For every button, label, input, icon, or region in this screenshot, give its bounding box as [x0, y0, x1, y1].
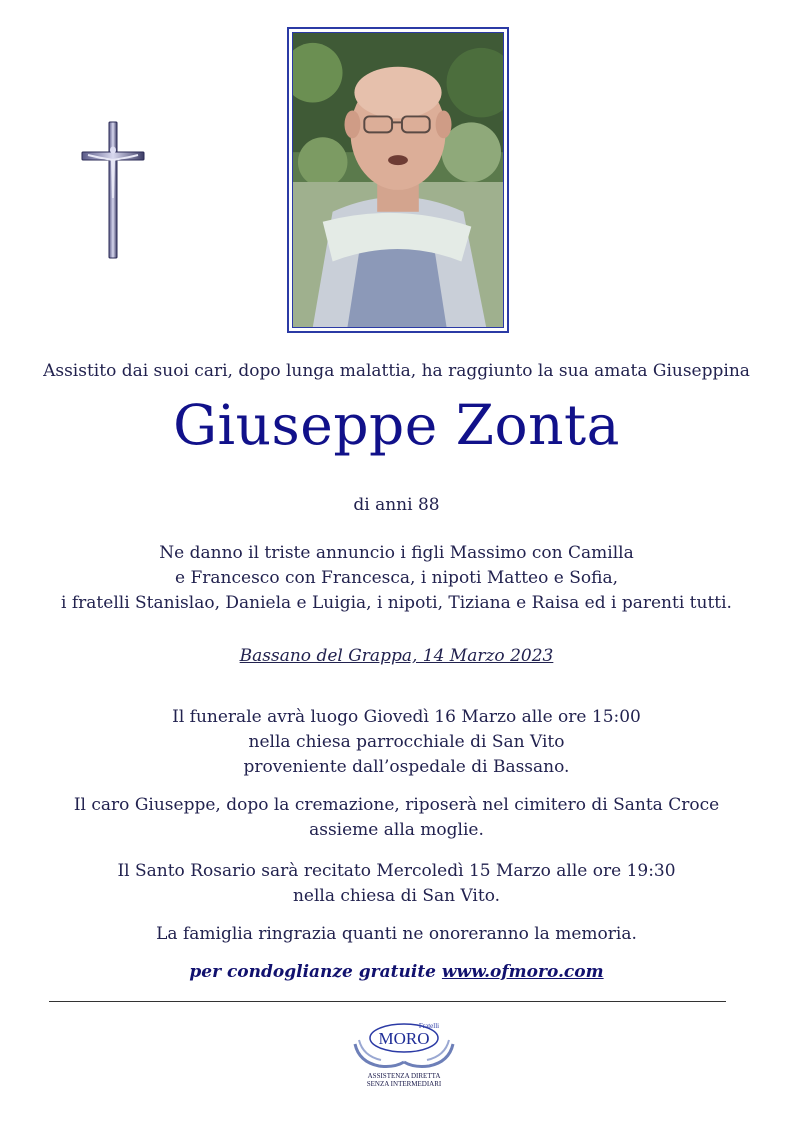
logo-brand-text: MORO [378, 1029, 430, 1048]
condolences-link[interactable]: www.ofmoro.com [441, 962, 604, 982]
intro-text: Assistito dai suoi cari, dopo lunga malattia, ha raggiunto la sua amata Giuseppina [43, 361, 750, 381]
portrait-photo [292, 32, 504, 328]
place-date: Bassano del Grappa, 14 Marzo 2023 [239, 646, 554, 666]
condolences-line [0, 962, 793, 982]
funeral-block [10, 705, 793, 780]
cremation-line: Il caro Giuseppe, dopo la cremazione, riposerà nel cimitero di Santa Croce [73, 795, 720, 815]
deceased-age: di anni 88 [353, 495, 440, 515]
announcement-block [0, 541, 793, 616]
cremation-block [0, 793, 793, 843]
portrait-photo-frame [287, 27, 509, 333]
deceased-name: Giuseppe Zonta [173, 393, 620, 457]
logo-small-text: Fratelli [418, 1022, 440, 1030]
divider [49, 1001, 726, 1002]
logo-tagline-2: SENZA INTERMEDIARI [366, 1080, 442, 1088]
funeral-home-logo [349, 1016, 459, 1088]
rosary-block [0, 859, 793, 909]
rosary-line: Il Santo Rosario sarà recitato Mercoledì 15 Marzo alle ore 19:30 [117, 861, 676, 881]
condolences-text: per condoglianze gratuite [189, 962, 436, 982]
thanks-text: La famiglia ringrazia quanti ne onoreranno la memoria. [156, 924, 637, 944]
funeral-line: proveniente dall’ospedale di Bassano. [243, 757, 570, 777]
rosary-line: nella chiesa di San Vito. [292, 886, 501, 906]
funeral-line: nella chiesa parrocchiale di San Vito [248, 732, 565, 752]
announcement-line: Ne danno il triste annuncio i figli Massimo con Camilla [159, 543, 634, 563]
announcement-line: e Francesco con Francesca, i nipoti Matteo e Sofia, [175, 568, 618, 588]
logo-tagline-1: ASSISTENZA DIRETTA [367, 1072, 441, 1080]
crucifix-icon [80, 120, 146, 260]
announcement-line: i fratelli Stanislao, Daniela e Luigia, i nipoti, Tiziana e Raisa ed i parenti tutti. [61, 593, 732, 613]
cremation-line: assieme alla moglie. [309, 820, 484, 840]
funeral-line: Il funerale avrà luogo Giovedì 16 Marzo alle ore 15:00 [172, 707, 641, 727]
